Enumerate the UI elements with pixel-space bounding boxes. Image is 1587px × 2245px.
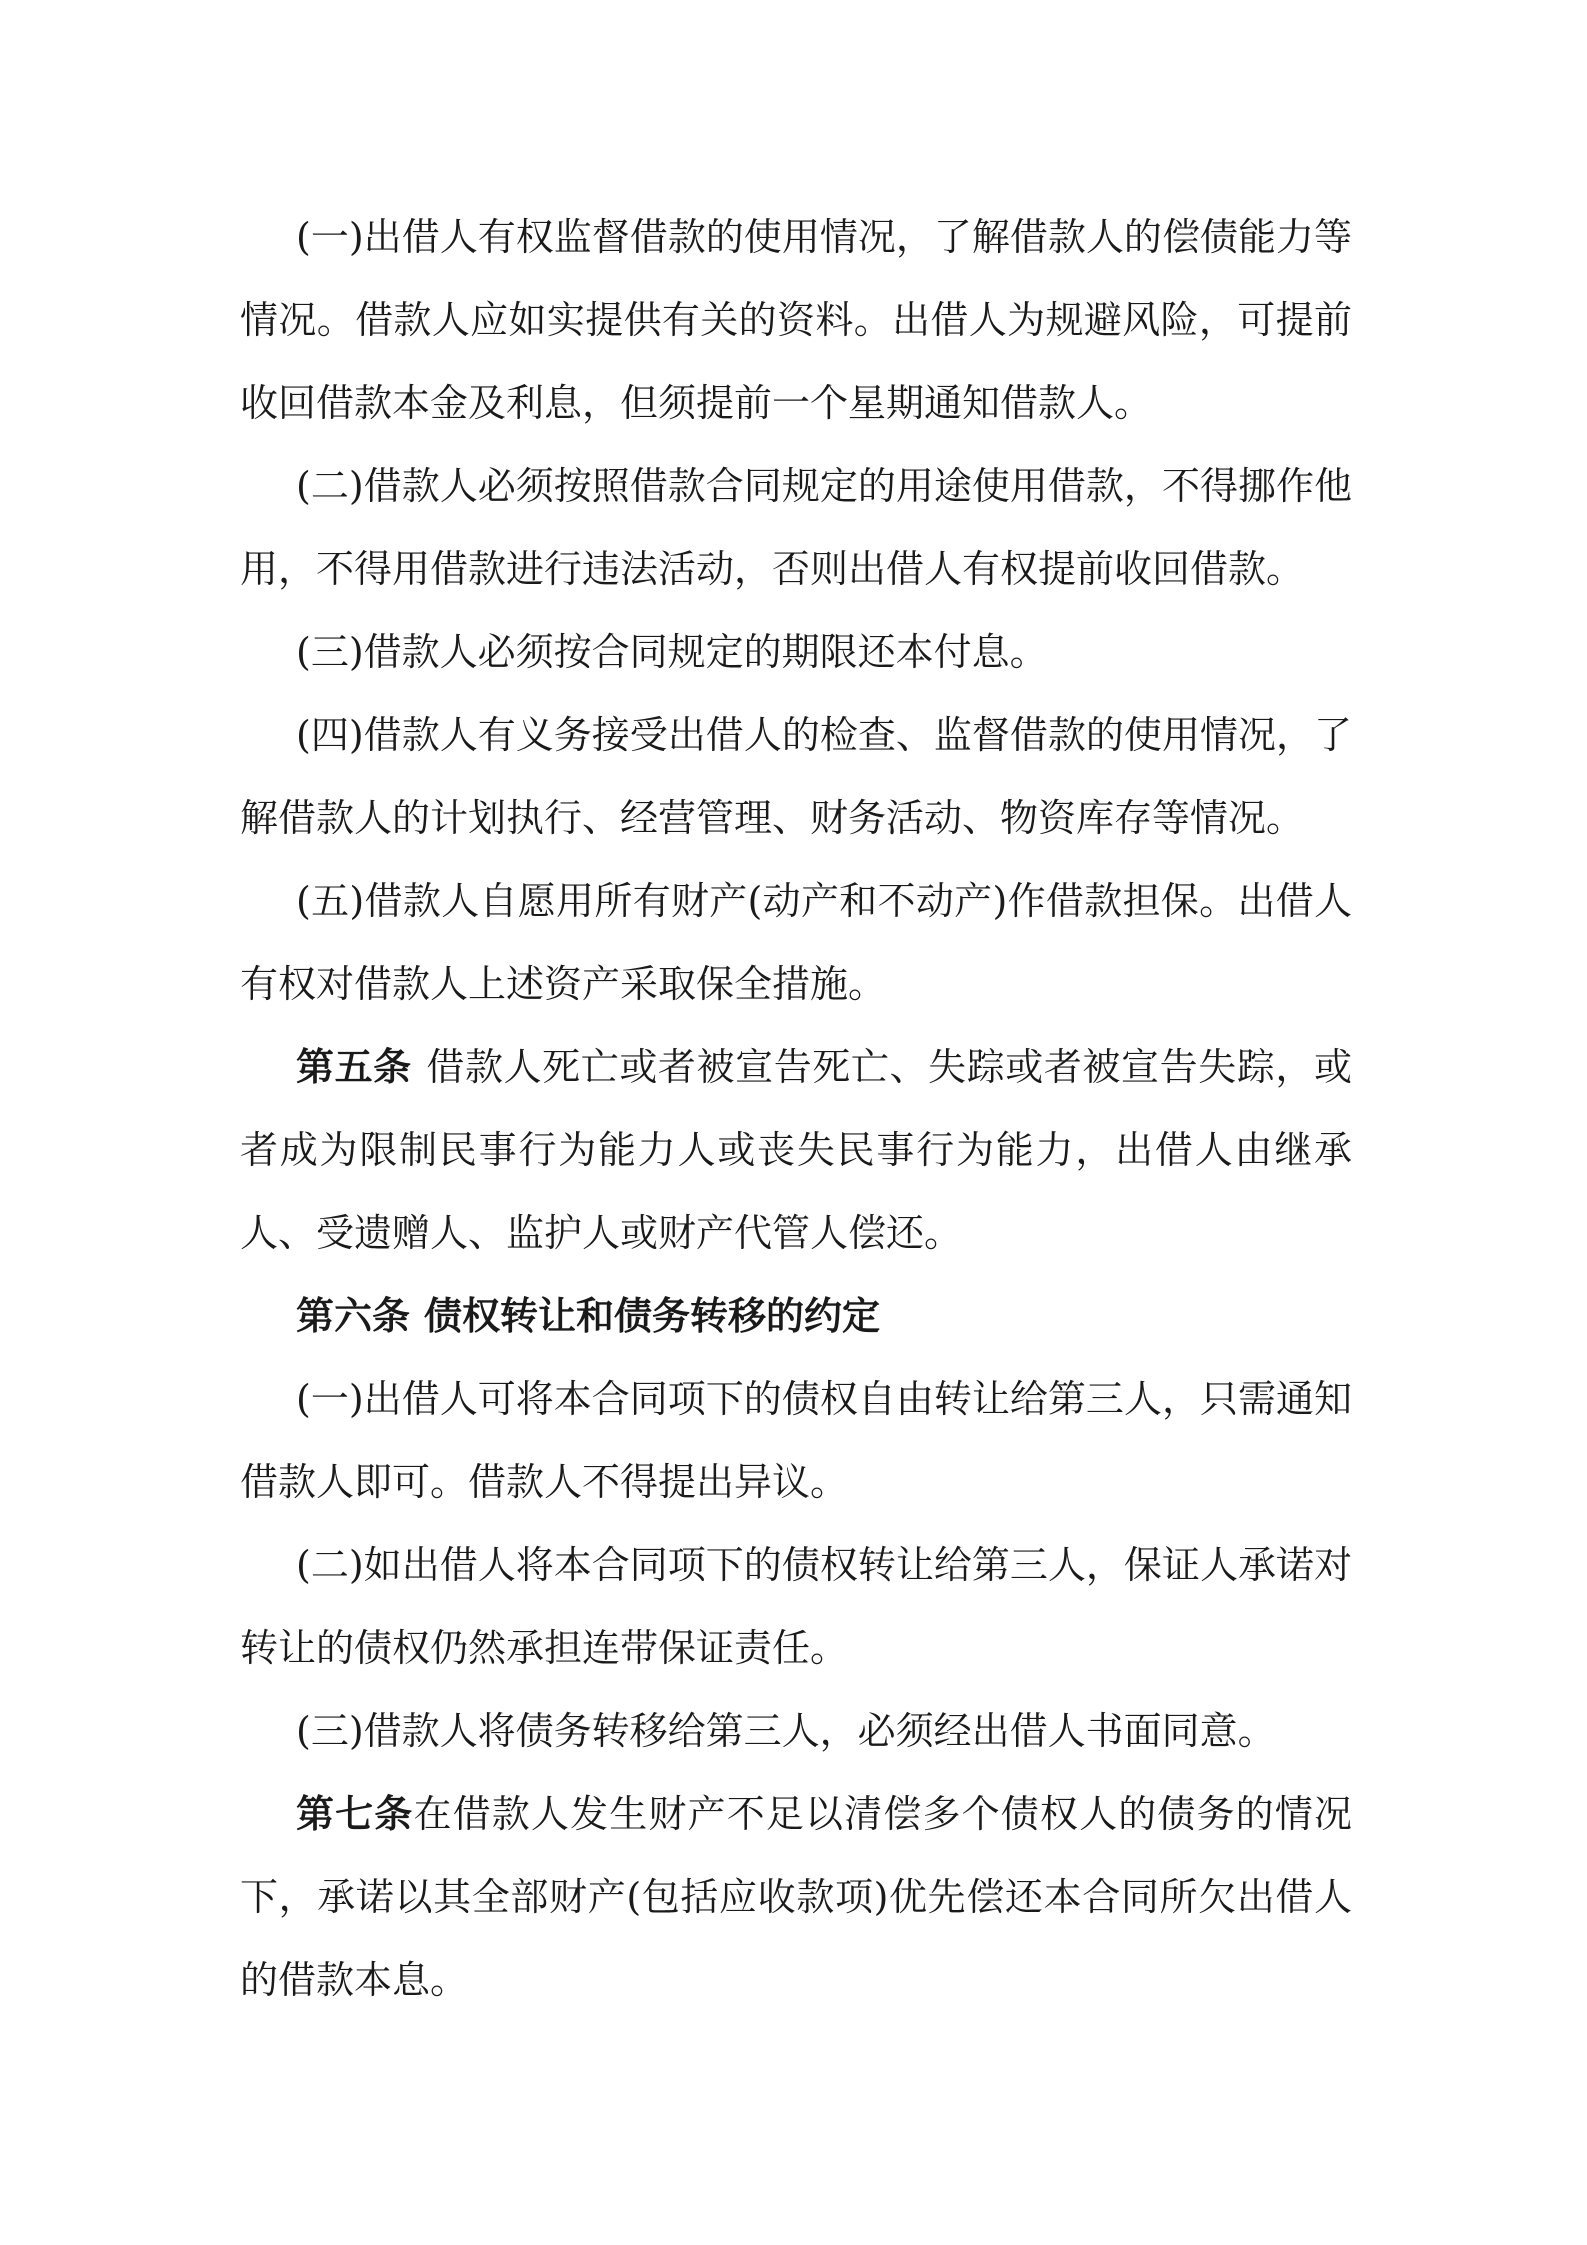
clause-paragraph: (二)借款人必须按照借款合同规定的用途使用借款，不得挪作他用，不得用借款进行违法活动，否则出借人有权提前收回借款。 bbox=[240, 464, 1352, 591]
article-5-heading: 第五条 bbox=[296, 1045, 412, 1089]
article-7-paragraph bbox=[240, 1773, 1352, 2022]
clause-paragraph: (三)借款人将债务转移给第三人，必须经出借人书面同意。 bbox=[296, 1709, 1276, 1753]
clause-paragraph: (三)借款人必须按合同规定的期限还本付息。 bbox=[296, 630, 1048, 674]
article-6-heading: 第六条 bbox=[296, 1294, 411, 1338]
article-5-paragraph bbox=[240, 1026, 1352, 1275]
article-5-text: 借款人死亡或者被宣告死亡、失踪或者被宣告失踪，或者成为限制民事行为能力人或丧失民事行为能力，出借人由继承人、受遗赠人、监护人或财产代管人偿还。 bbox=[240, 1045, 1352, 1255]
clause-paragraph: (一)出借人有权监督借款的使用情况，了解借款人的偿债能力等情况。借款人应如实提供有关的资料。出借人为规避风险，可提前收回借款本金及利息，但须提前一个星期通知借款人。 bbox=[240, 215, 1352, 425]
article-7-text: 在借款人发生财产不足以清偿多个债权人的债务的情况下，承诺以其全部财产(包括应收款项)优先偿还本合同所欠出借人的借款本息。 bbox=[240, 1792, 1352, 2002]
clause-paragraph: (四)借款人有义务接受出借人的检查、监督借款的使用情况，了解借款人的计划执行、经营管理、财务活动、物资库存等情况。 bbox=[240, 713, 1352, 840]
clause-paragraph: (五)借款人自愿用所有财产(动产和不动产)作借款担保。出借人有权对借款人上述资产采取保全措施。 bbox=[240, 879, 1352, 1006]
document-body bbox=[240, 196, 1352, 2022]
article-6-title: 债权转让和债务转移的约定 bbox=[424, 1294, 881, 1338]
article-7-heading: 第七条 bbox=[296, 1792, 414, 1836]
clause-paragraph: (二)如出借人将本合同项下的债权转让给第三人，保证人承诺对转让的债权仍然承担连带保证责任。 bbox=[240, 1543, 1352, 1670]
clause-paragraph: (一)出借人可将本合同项下的债权自由转让给第三人，只需通知借款人即可。借款人不得提出异议。 bbox=[240, 1377, 1352, 1504]
article-6-heading-line bbox=[240, 1275, 1352, 1358]
